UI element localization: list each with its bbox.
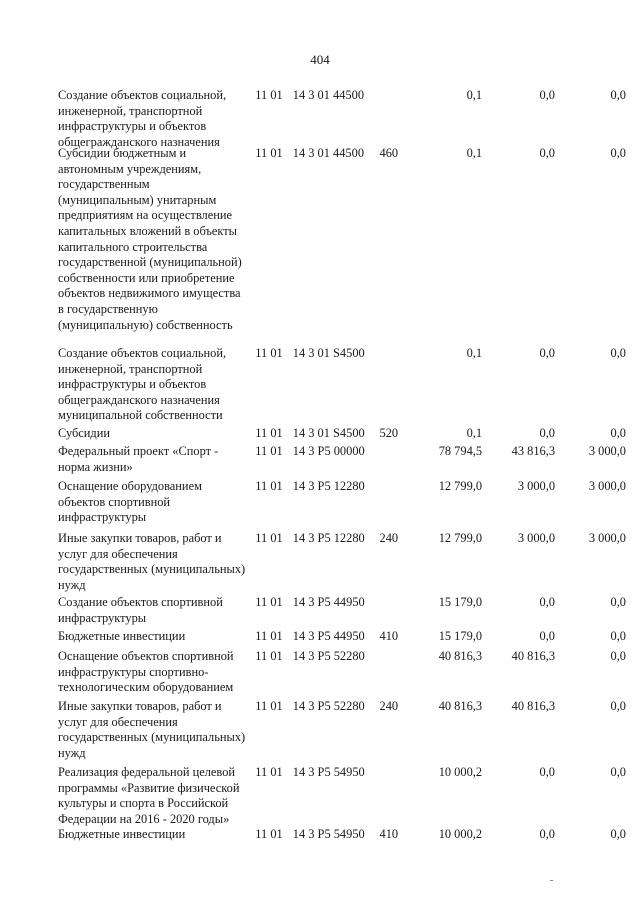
table-row xyxy=(58,346,626,426)
row-name: Создание объектов социальной, инженерной, транспортной инфраструктуры и объектов общегражданского назначения муниципальной собственности xyxy=(58,346,227,423)
row-expense-type: 520 xyxy=(379,426,399,440)
row-value-2: 0,0 xyxy=(539,595,556,609)
row-value-1: 12 799,0 xyxy=(438,479,483,493)
row-name: Иные закупки товаров, работ и услуг для обеспечения государственных (муниципальных) нужд xyxy=(58,699,246,760)
row-name: Бюджетные инвестиции xyxy=(58,827,186,841)
row-target-article: 14 3 01 44500 xyxy=(292,88,365,102)
row-expense-type: 460 xyxy=(379,146,399,160)
table-row xyxy=(58,765,626,827)
row-value-2: 40 816,3 xyxy=(511,649,556,663)
table-row xyxy=(58,426,626,444)
row-value-1: 15 179,0 xyxy=(438,629,483,643)
row-target-article: 14 3 P5 54950 xyxy=(292,827,365,841)
row-target-article: 14 3 P5 12280 xyxy=(292,531,365,545)
row-value-2: 0,0 xyxy=(539,146,556,160)
row-name: Создание объектов социальной, инженерной, транспортной инфраструктуры и объектов общегражданского назначения xyxy=(58,88,227,149)
row-value-3: 3 000,0 xyxy=(588,444,626,458)
table-row xyxy=(58,699,626,765)
table-row xyxy=(58,629,626,649)
row-expense-type: 410 xyxy=(379,827,399,841)
row-value-3: 0,0 xyxy=(610,88,626,102)
row-value-2: 0,0 xyxy=(539,629,556,643)
row-section: 11 01 xyxy=(255,827,283,841)
row-value-2: 43 816,3 xyxy=(511,444,556,458)
row-section: 11 01 xyxy=(255,629,283,643)
row-target-article: 14 3 01 44500 xyxy=(292,146,365,160)
row-target-article: 14 3 01 S4500 xyxy=(292,346,365,360)
table-row xyxy=(58,88,626,149)
table-row xyxy=(58,595,626,629)
row-expense-type: 410 xyxy=(379,629,399,643)
row-name: Реализация федеральной целевой программы «Развитие физической культуры и спорта в Российской Федерации на 2016 - 2020 годы» xyxy=(58,765,240,826)
row-value-1: 10 000,2 xyxy=(438,765,483,779)
row-value-1: 40 816,3 xyxy=(438,649,483,663)
row-value-1: 12 799,0 xyxy=(438,531,483,545)
table-row xyxy=(58,649,626,699)
budget-table xyxy=(58,88,626,845)
row-name: Иные закупки товаров, работ и услуг для обеспечения государственных (муниципальных) нужд xyxy=(58,531,246,592)
row-value-1: 40 816,3 xyxy=(438,699,483,713)
table-row xyxy=(58,531,626,595)
table-row xyxy=(58,444,626,479)
row-value-3: 3 000,0 xyxy=(588,531,626,545)
row-section: 11 01 xyxy=(255,146,283,160)
row-value-3: 0,0 xyxy=(610,629,626,643)
row-value-2: 0,0 xyxy=(539,426,556,440)
row-target-article: 14 3 P5 52280 xyxy=(292,699,365,713)
row-value-2: 0,0 xyxy=(539,765,556,779)
row-value-3: 0,0 xyxy=(610,699,626,713)
row-value-1: 15 179,0 xyxy=(438,595,483,609)
row-value-1: 0,1 xyxy=(466,346,483,360)
row-section: 11 01 xyxy=(255,444,283,458)
row-target-article: 14 3 P5 44950 xyxy=(292,629,365,643)
row-value-2: 3 000,0 xyxy=(517,531,556,545)
row-value-1: 0,1 xyxy=(466,146,483,160)
row-section: 11 01 xyxy=(255,479,283,493)
row-target-article: 14 3 01 S4500 xyxy=(292,426,365,440)
row-value-1: 10 000,2 xyxy=(438,827,483,841)
row-section: 11 01 xyxy=(255,426,283,440)
table-row xyxy=(58,827,626,845)
row-value-2: 0,0 xyxy=(539,346,556,360)
row-value-2: 0,0 xyxy=(539,88,556,102)
row-target-article: 14 3 P5 12280 xyxy=(292,479,365,493)
row-value-3: 0,0 xyxy=(610,649,626,663)
row-section: 11 01 xyxy=(255,346,283,360)
row-value-3: 0,0 xyxy=(610,827,626,841)
page-number: 404 xyxy=(310,52,330,67)
row-section: 11 01 xyxy=(255,595,283,609)
row-name: Создание объектов спортивной инфраструктуры xyxy=(58,595,223,625)
row-target-article: 14 3 P5 00000 xyxy=(292,444,365,458)
row-name: Оснащение оборудованием объектов спортивной инфраструктуры xyxy=(58,479,202,525)
row-expense-type: 240 xyxy=(379,531,399,545)
table-row xyxy=(58,146,626,346)
row-value-2: 0,0 xyxy=(539,827,556,841)
row-value-3: 0,0 xyxy=(610,146,626,160)
row-target-article: 14 3 P5 52280 xyxy=(292,649,365,663)
row-name: Оснащение объектов спортивной инфраструктуры спортивно-технологическим оборудованием xyxy=(58,649,234,695)
row-name: Субсидии бюджетным и автономным учреждениям, государственным (муниципальным) унитарным предприятиям на осуществление капитальных вложений в объекты капитального строительства государственной (муниципальной) собственности или приобретение объектов недвижимого имущества в государственную (муниципальную) собственность xyxy=(58,146,242,332)
row-value-3: 0,0 xyxy=(610,765,626,779)
row-value-1: 0,1 xyxy=(466,88,483,102)
row-value-2: 40 816,3 xyxy=(511,699,556,713)
table-row xyxy=(58,479,626,531)
row-target-article: 14 3 P5 44950 xyxy=(292,595,365,609)
row-section: 11 01 xyxy=(255,699,283,713)
row-section: 11 01 xyxy=(255,649,283,663)
row-value-3: 0,0 xyxy=(610,595,626,609)
scan-speck xyxy=(550,880,553,881)
row-value-3: 0,0 xyxy=(610,346,626,360)
row-target-article: 14 3 P5 54950 xyxy=(292,765,365,779)
row-name: Субсидии xyxy=(58,426,110,440)
row-value-1: 78 794,5 xyxy=(438,444,483,458)
row-name: Федеральный проект «Спорт - норма жизни» xyxy=(58,444,219,474)
row-expense-type: 240 xyxy=(379,699,399,713)
row-section: 11 01 xyxy=(255,88,283,102)
row-value-1: 0,1 xyxy=(466,426,483,440)
row-value-2: 3 000,0 xyxy=(517,479,556,493)
row-value-3: 3 000,0 xyxy=(588,479,626,493)
row-value-3: 0,0 xyxy=(610,426,626,440)
row-section: 11 01 xyxy=(255,531,283,545)
row-section: 11 01 xyxy=(255,765,283,779)
row-name: Бюджетные инвестиции xyxy=(58,629,186,643)
